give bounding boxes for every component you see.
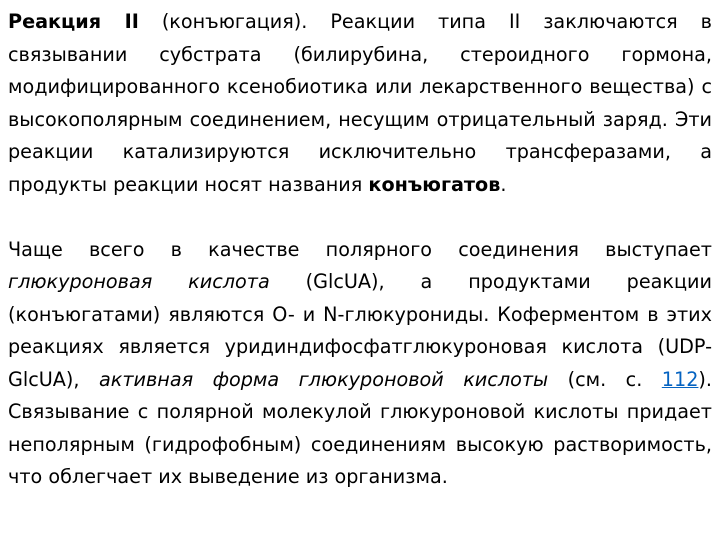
- paragraph2-text-a: Чаще всего в качестве полярного соединения выступает: [8, 237, 712, 261]
- active-form-term: активная форма глюкуроновой кислоты: [98, 367, 549, 391]
- paragraph1-text: (конъюгация). Реакции типа II заключаются в связывании субстрата (билирубина, стероидного гормона, модифицированного ксенобиотика или лекарственного вещества) с высокополярным соединением, несущим отрицательный заряд. Эти реакции катализируются исключительно трансферазами, а продукты реакции носят названия: [8, 10, 712, 196]
- paragraph-glucuronic-acid: [8, 234, 712, 494]
- reaction-heading: Реакция II: [8, 10, 139, 33]
- page-reference-link[interactable]: 112: [661, 367, 699, 391]
- paragraph1-end: .: [500, 172, 507, 196]
- paragraph2-text-d: ). Связывание с полярной молекулой глюкуроновой кислоты придает неполярным (гидрофобным) соединениям высокую растворимость, что облегчает их выведение из организма.: [8, 367, 713, 488]
- glucuronic-acid-term: глюкуроновая кислота: [8, 270, 270, 293]
- paragraph-reaction-type-2: [8, 6, 712, 201]
- paragraph2-text-c: (см. с.: [548, 367, 662, 391]
- paragraph2-text-b: (GlcUA), а продуктами реакции (конъюгатами) являются O- и N-глюкурониды. Коферментом в этих реакциях является уридиндифосфатглюкуроновая кислота (UDP-GlcUA),: [8, 270, 712, 391]
- conjugates-term: конъюгатов: [368, 172, 501, 196]
- paragraph-spacer: [8, 201, 712, 234]
